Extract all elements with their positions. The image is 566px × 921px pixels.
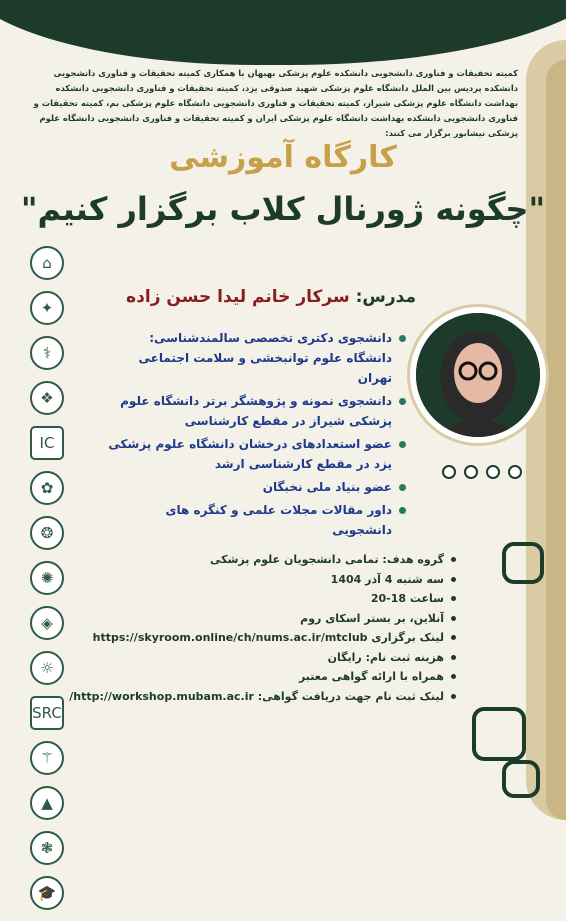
dot-icon (486, 465, 500, 479)
detail-meeting-link[interactable]: لینک برگزاری https://skyroom.online/ch/nums.ac.ir/mtclub (36, 628, 456, 648)
detail-certificate: همراه با ارائه گواهی معتبر (36, 667, 456, 687)
decorative-square (472, 707, 526, 761)
detail-platform: آنلاین، بر بستر اسکای روم (36, 609, 456, 629)
detail-target-group: گروه هدف: تمامی دانشجویان علوم پزشکی (36, 550, 456, 570)
intro-text: کمیته تحقیقات و فناوری دانشجویی دانشکده علوم پزشکی بهبهان با همکاری کمیته تحقیقات و فناوری دانشجویی دانشکده پردیس بین الملل دانشگاه علوم پزشکی شهید صدوقی یزد، کمیته تحقیقات و فناوری دانشجویی دانشکده بهداشت دانشگاه علوم پزشکی شیراز، کمیته تحقیقات و فناوری دانشجویی دانشگاه علوم پزشکی بم، کمیته تحقیقات و فناوری دانشجویی دانشکده بهداشت دانشگاه علوم پزشکی ایران و کمیته تحقیقات و فناوری دانشجویی دانشگاه علوم پزشکی نیشابور برگزار می کنند: (33, 68, 518, 138)
carousel-dots (442, 465, 522, 479)
instructor-name: سرکار خانم لیدا حسن زاده (126, 287, 350, 307)
instructor-bio (106, 328, 406, 543)
university-logo: ✦ (30, 291, 64, 325)
detail-fee: هزینه ثبت نام: رایگان (36, 648, 456, 668)
instructor-photo (410, 307, 546, 443)
university-logo: ❂ (30, 516, 64, 550)
university-logo: ✿ (30, 471, 64, 505)
decorative-square (502, 760, 540, 798)
src-logo: SRC (30, 696, 64, 730)
dot-icon (508, 465, 522, 479)
detail-registration-link[interactable]: لینک ثبت نام جهت دریافت گواهی: http://workshop.mubam.ac.ir/ (36, 687, 456, 707)
graduation-cap-logo: 🎓 (30, 876, 64, 910)
bio-item: داور مقالات مجلات علمی و کنگره های دانشجویی (106, 500, 406, 540)
bio-item: دانشجوی نمونه و پژوهشگر برتر دانشگاه علوم پزشکی شیراز در مقطع کارشناسی (106, 391, 406, 431)
university-logo: ⚕ (30, 336, 64, 370)
instructor-line (126, 287, 416, 307)
header-shape (0, 0, 566, 65)
bio-item: دانشجوی دکتری تخصصی سالمندشناسی: دانشگاه علوم توانبخشی و سلامت اجتماعی تهران (106, 328, 406, 388)
research-logo: IC (30, 426, 64, 460)
decorative-square (502, 542, 544, 584)
university-logo: ❖ (30, 381, 64, 415)
dot-icon (464, 465, 478, 479)
university-logo: ▲ (30, 786, 64, 820)
university-logo: ⌂ (30, 246, 64, 280)
dot-icon (442, 465, 456, 479)
bio-item: عضو بنیاد ملی نخبگان (106, 477, 406, 497)
detail-date: سه شنبه 4 آذر 1404 (36, 570, 456, 590)
university-logo: ◈ (30, 606, 64, 640)
detail-time: ساعت 18-20 (36, 589, 456, 609)
bio-item: عضو استعدادهای درخشان دانشگاه علوم پزشکی یزد در مقطع کارشناسی ارشد (106, 434, 406, 474)
page-title: کارگاه آموزشی (169, 140, 397, 175)
university-logo: ☼ (30, 651, 64, 685)
event-details (36, 550, 456, 706)
university-logo: ❃ (30, 831, 64, 865)
caduceus-logo: ⚚ (30, 741, 64, 775)
university-logo: ✺ (30, 561, 64, 595)
workshop-title: "چگونه ژورنال کلاب برگزار کنیم" (20, 190, 546, 228)
instructor-label: مدرس: (355, 287, 416, 307)
